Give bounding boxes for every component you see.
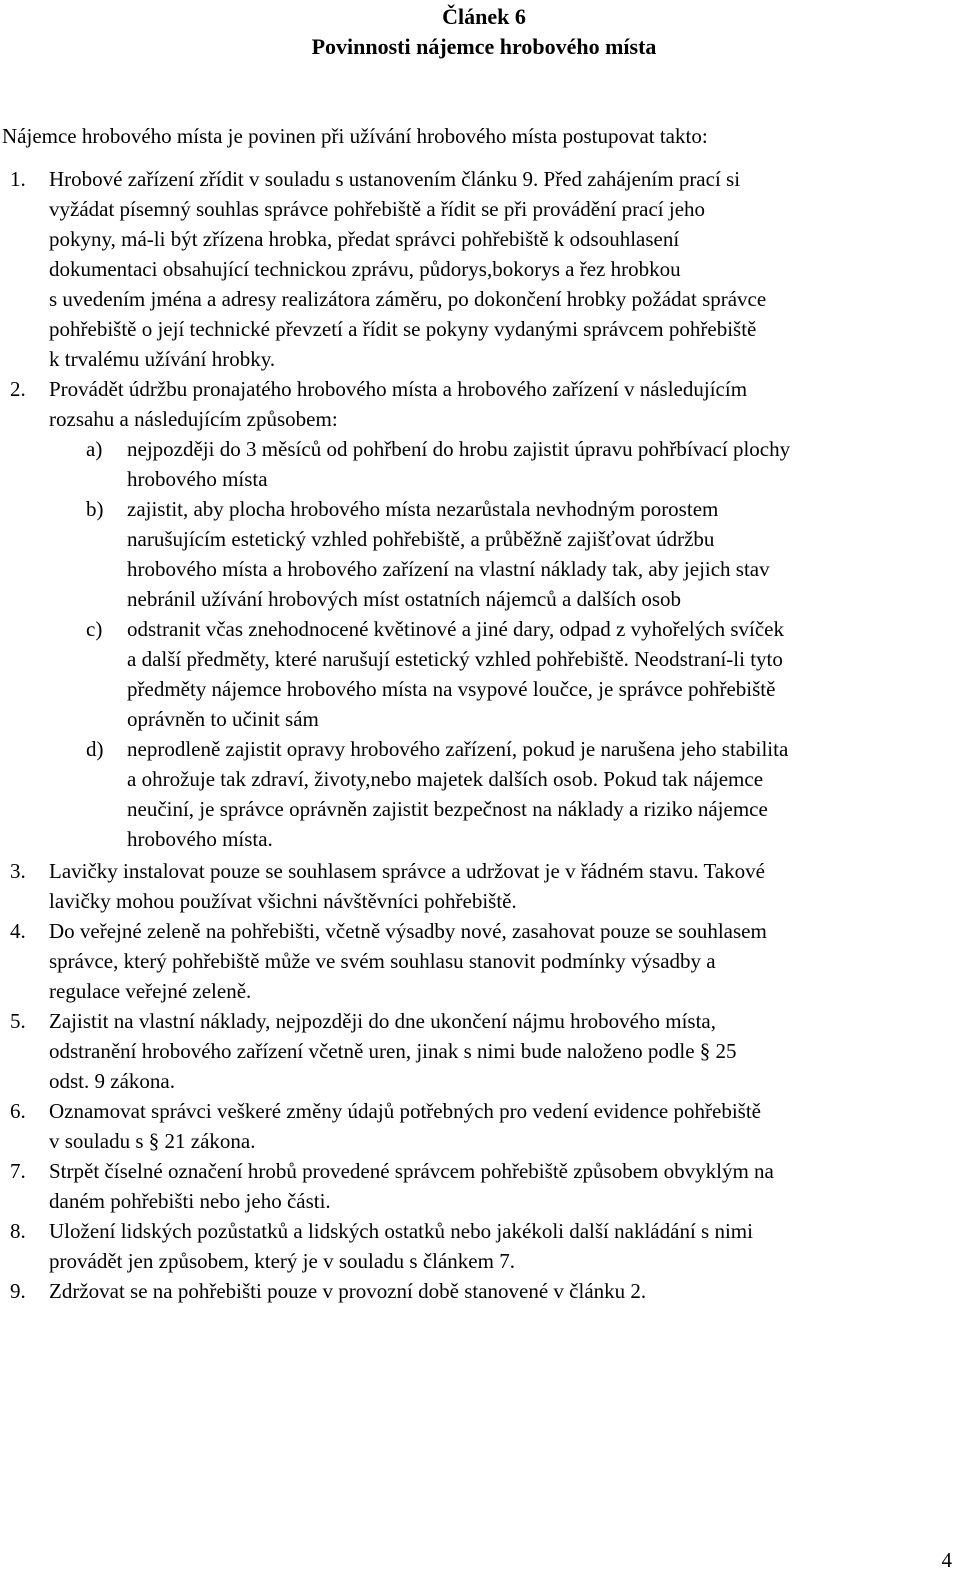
text-line: zajistit, aby plocha hrobového místa nezarůstala nevhodným porostem (127, 497, 719, 521)
text-line: v souladu s § 21 zákona. (49, 1129, 256, 1153)
sub-item-text (127, 734, 957, 854)
item-text (49, 164, 949, 374)
article-title: Článek 6 (442, 4, 526, 29)
item-text (49, 916, 949, 1006)
sub-item-text (127, 614, 957, 734)
text-line: provádět jen způsobem, který je v souladu s článkem 7. (49, 1249, 515, 1273)
item-number: 4. (10, 919, 26, 943)
text-line: Do veřejné zeleně na pohřebišti, včetně výsadby nové, zasahovat pouze se souhlasem (49, 919, 767, 943)
text-line: odstranění hrobového zařízení včetně uren, jinak s nimi bude naloženo podle § 25 (49, 1039, 737, 1063)
text-line: k trvalému užívání hrobky. (49, 347, 276, 371)
text-line: daném pohřebišti nebo jeho části. (49, 1189, 331, 1213)
text-line: Provádět údržbu pronajatého hrobového místa a hrobového zařízení v následujícím (49, 377, 748, 401)
item-text (49, 1276, 949, 1306)
sub-item-label: b) (86, 497, 104, 521)
text-line: dokumentaci obsahující technickou zprávu, půdorys,bokorys a řez hrobkou (49, 257, 681, 281)
item-number: 2. (10, 377, 26, 401)
text-line: odstranit včas znehodnocené květinové a jiné dary, odpad z vyhořelých svíček (127, 617, 784, 641)
text-line: nejpozději do 3 měsíců od pohřbení do hrobu zajistit úpravu pohřbívací plochy (127, 437, 791, 461)
text-line: předměty nájemce hrobového místa na vsypové loučce, je správce pohřebiště (127, 677, 776, 701)
intro-paragraph: Nájemce hrobového místa je povinen při užívání hrobového místa postupovat takto: (2, 124, 708, 148)
text-line: neučiní, je správce oprávněn zajistit bezpečnost na náklady a riziko nájemce (127, 797, 768, 821)
text-line: lavičky mohou používat všichni návštěvníci pohřebiště. (49, 889, 517, 913)
item-number: 6. (10, 1099, 26, 1123)
item-text (49, 1006, 949, 1096)
item-text (49, 1096, 949, 1156)
text-line: rozsahu a následujícím způsobem: (49, 407, 338, 431)
sub-item-label: c) (86, 617, 103, 641)
sub-item-label: d) (86, 737, 104, 761)
item-number: 1. (10, 167, 26, 191)
text-line: a ohrožuje tak zdraví, životy,nebo majetek dalších osob. Pokud tak nájemce (127, 767, 764, 791)
text-line: hrobového místa. (127, 827, 273, 851)
item-text (49, 1156, 949, 1216)
item-number: 7. (10, 1159, 26, 1183)
text-line: odst. 9 zákona. (49, 1069, 175, 1093)
article-subtitle: Povinnosti nájemce hrobového místa (311, 34, 657, 59)
text-line: Zajistit na vlastní náklady, nejpozději do dne ukončení nájmu hrobového místa, (49, 1009, 716, 1033)
text-line: pokyny, má-li být zřízena hrobka, předat správci pohřebiště k odsouhlasení (49, 227, 680, 251)
item-text (49, 374, 949, 434)
text-line: správce, který pohřebiště může ve svém souhlasu stanovit podmínky výsadby a (49, 949, 716, 973)
text-line: Oznamovat správci veškeré změny údajů potřebných pro vedení evidence pohřebiště (49, 1099, 761, 1123)
sub-item-text (127, 434, 957, 494)
sub-item-label: a) (86, 437, 103, 461)
text-line: neprodleně zajistit opravy hrobového zařízení, pokud je narušena jeho stabilita (127, 737, 789, 761)
sub-item-text (127, 494, 957, 614)
item-number: 8. (10, 1219, 26, 1243)
text-line: Uložení lidských pozůstatků a lidských ostatků nebo jakékoli další nakládání s nimi (49, 1219, 753, 1243)
text-line: hrobového místa a hrobového zařízení na vlastní náklady tak, aby jejich stav (127, 557, 770, 581)
text-line: narušujícím estetický vzhled pohřebiště, a průběžně zajišťovat údržbu (127, 527, 715, 551)
text-line: Zdržovat se na pohřebišti pouze v provozní době stanovené v článku 2. (49, 1279, 647, 1303)
item-text (49, 856, 949, 916)
text-line: hrobového místa (127, 467, 268, 491)
text-line: pohřebiště o její technické převzetí a řídit se pokyny vydanými správcem pohřebiště (49, 317, 757, 341)
text-line: oprávněn to učinit sám (127, 707, 319, 731)
text-line: Lavičky instalovat pouze se souhlasem správce a udržovat je v řádném stavu. Takové (49, 859, 765, 883)
item-number: 9. (10, 1279, 26, 1303)
text-line: Strpět číselné označení hrobů provedené správcem pohřebiště způsobem obvyklým na (49, 1159, 774, 1183)
text-line: Hrobové zařízení zřídit v souladu s ustanovením článku 9. Před zahájením prací si (49, 167, 741, 191)
item-text (49, 1216, 949, 1276)
text-line: a další předměty, které narušují estetický vzhled pohřebiště. Neodstraní-li tyto (127, 647, 783, 671)
text-line: nebránil užívání hrobových míst ostatních nájemců a dalších osob (127, 587, 682, 611)
item-number: 3. (10, 859, 26, 883)
text-line: regulace veřejné zeleně. (49, 979, 252, 1003)
item-number: 5. (10, 1009, 26, 1033)
text-line: s uvedením jména a adresy realizátora záměru, po dokončení hrobky požádat správce (49, 287, 767, 311)
text-line: vyžádat písemný souhlas správce pohřebiště a řídit se při provádění prací jeho (49, 197, 706, 221)
page-number: 4 (941, 1548, 952, 1572)
